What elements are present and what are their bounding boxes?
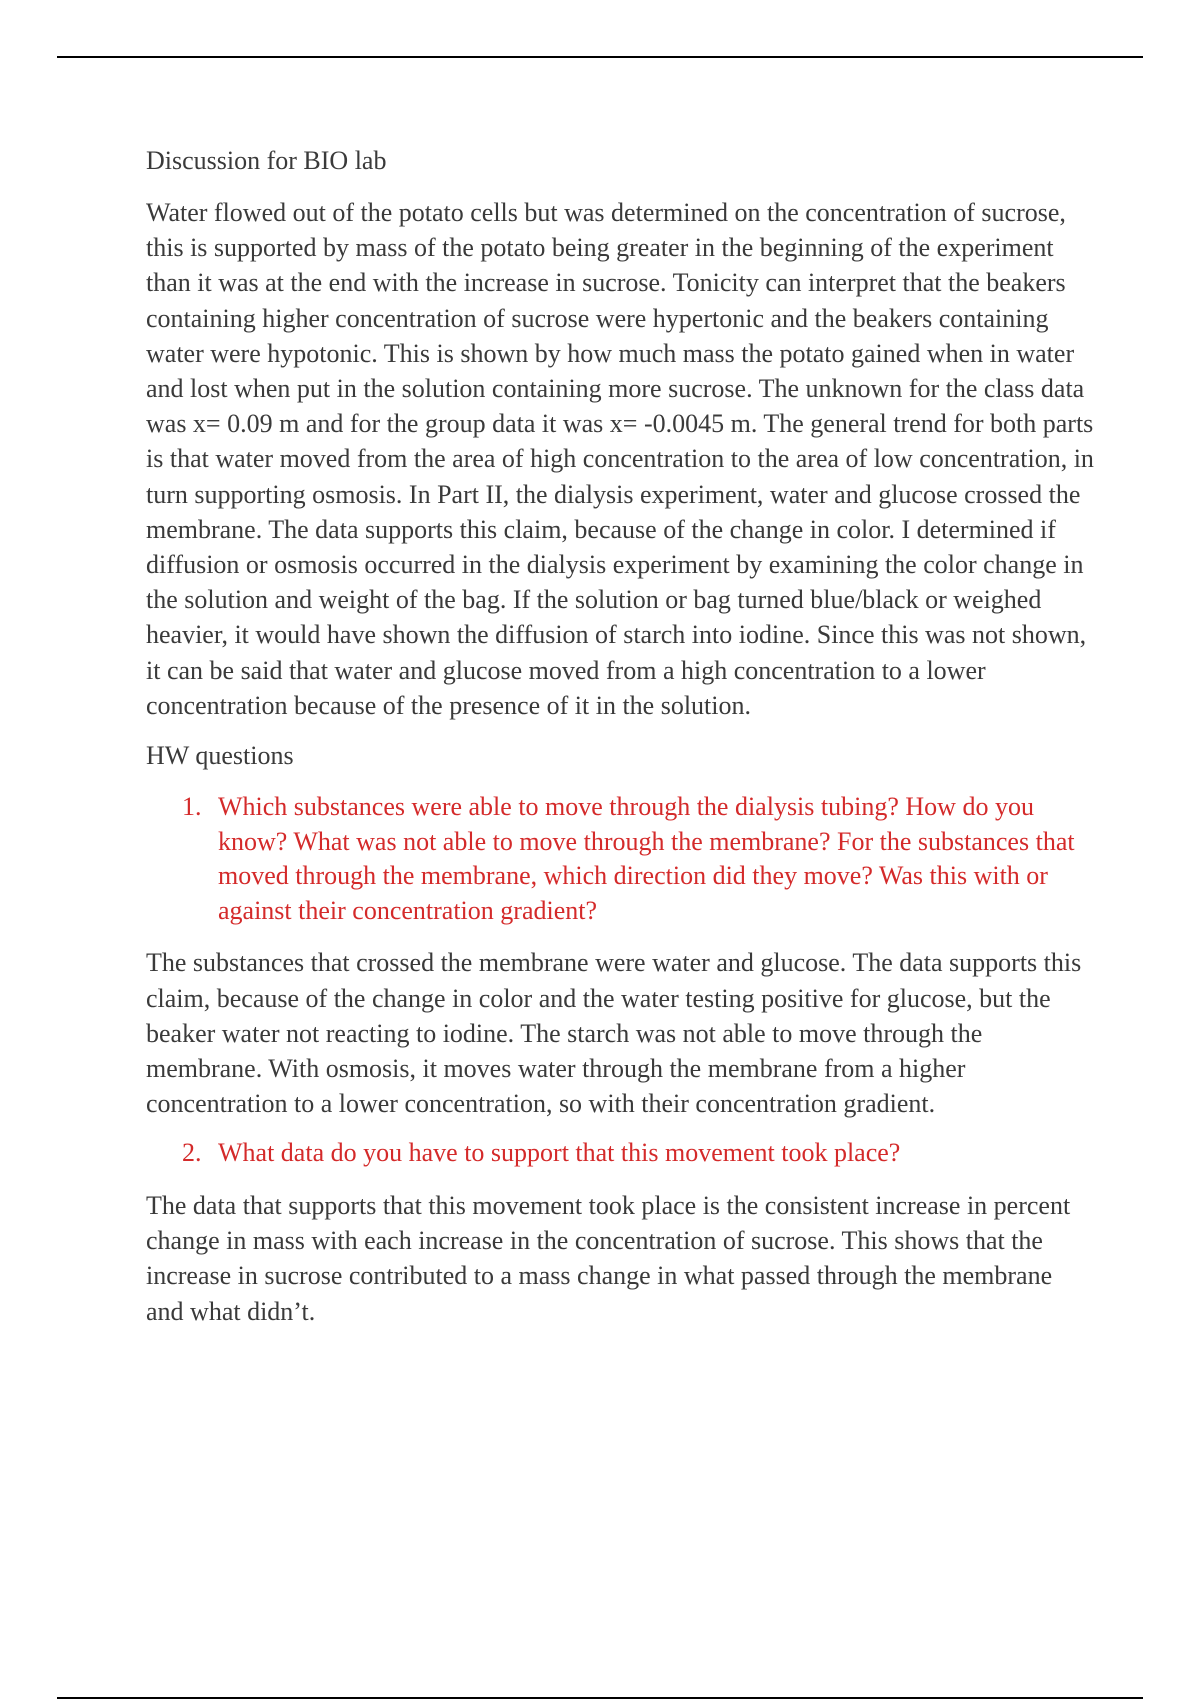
answer-2: The data that supports that this movement took place is the consistent increase in percent change in mass with each increase in the concentration of sucrose. This shows that the increase in sucrose contributed to a mass change in what passed through the membrane and what didn’t.: [146, 1191, 1071, 1326]
question-text: Which substances were able to move through the dialysis tubing? How do you know? What was not able to move through the membrane? For the substances that moved through the membrane, which direction did they move? Was this with or against their concentration gradient?: [218, 792, 1075, 925]
question-number: 1.: [182, 792, 202, 822]
question-2: [182, 1136, 1096, 1171]
bottom-border-line: [57, 1697, 1143, 1699]
answer-1: The substances that crossed the membrane were water and glucose. The data supports this claim, because of the change in color and the water testing positive for glucose, but the beaker water not reacting to iodine. The starch was not able to move through the membrane. With osmosis, it moves water through the membrane from a higher concentration to a lower concentration, so with their concentration gradient.: [146, 948, 1082, 1119]
question-text: What data do you have to support that this movement took place?: [218, 1138, 901, 1168]
document-page: [146, 144, 1096, 1344]
question-number: 2.: [182, 1138, 202, 1168]
question-1: [182, 790, 1096, 928]
hw-questions-heading: HW questions: [146, 741, 294, 771]
page-title: Discussion for BIO lab: [146, 146, 387, 175]
top-border-line: [57, 56, 1143, 58]
discussion-paragraph: Water flowed out of the potato cells but was determined on the concentration of sucrose, this is supported by mass of the potato being greater in the beginning of the experiment than it was at the end with the increase in sucrose. Tonicity can interpret that the beakers containing higher concentration of sucrose were hypertonic and the beakers containing water were hypotonic. This is shown by how much mass the potato gained when in water and lost when put in the solution containing more sucrose. The unknown for the class data was x= 0.09 m and for the group data it was x= -0.0045 m. The general trend for both parts is that water moved from the area of high concentration to the area of low concentration, in turn supporting osmosis. In Part II, the dialysis experiment, water and glucose crossed the membrane. The data supports this claim, because of the change in color. I determined if diffusion or osmosis occurred in the dialysis experiment by examining the color change in the solution and weight of the bag. If the solution or bag turned blue/black or weighed heavier, it would have shown the diffusion of starch into iodine. Since this was not shown, it can be said that water and glucose moved from a high concentration to a lower concentration because of the presence of it in the solution.: [146, 198, 1094, 720]
